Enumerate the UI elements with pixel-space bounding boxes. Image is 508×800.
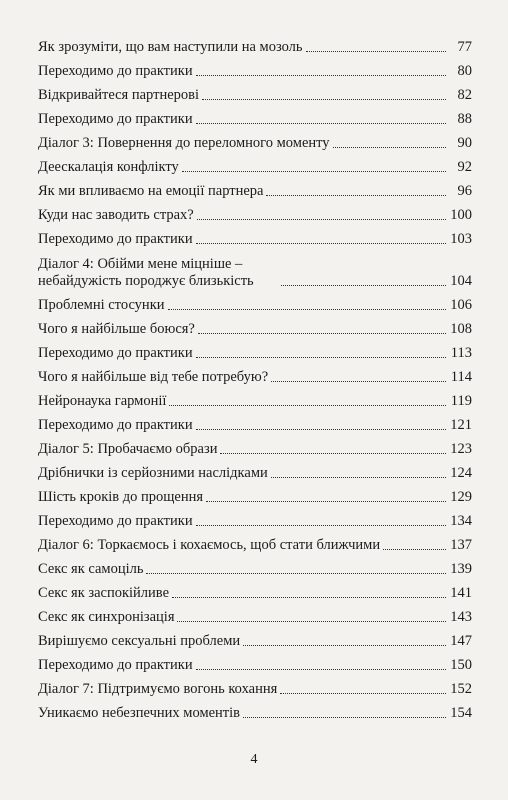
leader-dots bbox=[198, 333, 446, 334]
toc-entry bbox=[38, 554, 472, 578]
toc-entry-page: 129 bbox=[450, 489, 472, 505]
toc-entry bbox=[38, 338, 472, 362]
toc-entry-title: Чого я найбільше від тебе потребую? bbox=[38, 369, 269, 385]
toc-entry-page: 134 bbox=[450, 513, 472, 529]
toc-entry bbox=[38, 32, 472, 56]
leader-dots bbox=[196, 669, 446, 670]
leader-dots bbox=[281, 285, 446, 286]
leader-dots bbox=[220, 453, 446, 454]
toc-entry-page: 88 bbox=[457, 111, 472, 127]
toc-entry bbox=[38, 176, 472, 200]
toc-entry-title: Проблемні стосунки bbox=[38, 297, 165, 313]
toc-entry bbox=[38, 104, 472, 128]
toc-entry-title: Переходимо до практики bbox=[38, 417, 193, 433]
toc-entry-title: Деескалація конфлікту bbox=[38, 159, 179, 175]
toc-entry-page: 123 bbox=[450, 441, 472, 457]
toc-entry-page: 92 bbox=[457, 159, 472, 175]
toc-entry-title: Шість кроків до прощення bbox=[38, 489, 204, 505]
toc-entry-title: Переходимо до практики bbox=[38, 513, 193, 529]
toc-entry-page: 147 bbox=[450, 633, 472, 649]
toc-entry-page: 114 bbox=[450, 369, 472, 385]
toc-entry-page: 137 bbox=[450, 537, 472, 553]
toc-entry-page: 106 bbox=[450, 297, 472, 313]
leader-dots bbox=[271, 477, 446, 478]
toc-entry-title: Переходимо до практики bbox=[38, 345, 193, 361]
toc-entry bbox=[38, 626, 472, 650]
toc-entry-page: 154 bbox=[450, 705, 472, 721]
leader-dots bbox=[206, 501, 446, 502]
toc-entry-page: 104 bbox=[450, 273, 472, 289]
leader-dots bbox=[196, 525, 446, 526]
toc-entry-page: 103 bbox=[450, 231, 472, 247]
toc-entry-title: Чого я найбільше боюся? bbox=[38, 321, 195, 337]
toc-entry-page: 150 bbox=[450, 657, 472, 673]
toc-entry-title: Уникаємо небезпечних моментів bbox=[38, 705, 241, 721]
leader-dots bbox=[383, 549, 446, 550]
toc-entry-title: Переходимо до практики bbox=[38, 111, 193, 127]
toc-entry-page: 96 bbox=[457, 183, 472, 199]
leader-dots bbox=[182, 171, 446, 172]
toc-entry-title: Діалог 7: Підтримуємо вогонь кохання bbox=[38, 681, 278, 697]
toc-entry-page: 80 bbox=[457, 63, 472, 79]
toc-entry-page: 90 bbox=[457, 135, 472, 151]
leader-dots bbox=[333, 147, 446, 148]
toc-entry-title: Відкривайтеся партнерові bbox=[38, 87, 200, 103]
toc-entry-page: 152 bbox=[450, 681, 472, 697]
toc-entry-page: 77 bbox=[457, 39, 472, 55]
toc-entry-title: Діалог 5: Пробачаємо образи bbox=[38, 441, 218, 457]
toc-entry bbox=[38, 362, 472, 386]
toc-entry bbox=[38, 602, 472, 626]
leader-dots bbox=[146, 573, 446, 574]
leader-dots bbox=[172, 597, 446, 598]
page-number: 4 bbox=[250, 752, 258, 767]
leader-dots bbox=[243, 645, 446, 646]
toc-entry bbox=[38, 56, 472, 80]
toc-entry-title: Діалог 4: Обійми мене міцніше – небайдужість породжує близькість bbox=[38, 256, 254, 289]
toc-entry-page: 100 bbox=[450, 207, 472, 223]
leader-dots bbox=[196, 357, 446, 358]
toc-entry-title: Куди нас заводить страх? bbox=[38, 207, 194, 223]
toc-entry-title: Дрібнички із серйозними наслідками bbox=[38, 465, 268, 481]
leader-dots bbox=[177, 621, 446, 622]
leader-dots bbox=[196, 123, 446, 124]
toc-entry bbox=[38, 80, 472, 104]
toc-entry bbox=[38, 698, 472, 722]
toc-entry bbox=[38, 200, 472, 224]
toc-entry bbox=[38, 152, 472, 176]
leader-dots bbox=[280, 693, 446, 694]
leader-dots bbox=[202, 99, 446, 100]
leader-dots bbox=[169, 405, 446, 406]
toc-entry-page: 143 bbox=[450, 609, 472, 625]
leader-dots bbox=[197, 219, 446, 220]
toc-entry-title: Діалог 6: Торкаємось і кохаємось, щоб стати ближчими bbox=[38, 537, 381, 553]
toc-entry bbox=[38, 410, 472, 434]
toc-entry-title: Переходимо до практики bbox=[38, 657, 193, 673]
leader-dots bbox=[271, 381, 446, 382]
toc-entry-page: 108 bbox=[450, 321, 472, 337]
toc-entry bbox=[38, 458, 472, 482]
toc-entry bbox=[38, 434, 472, 458]
toc-entry bbox=[38, 386, 472, 410]
toc-entry bbox=[38, 482, 472, 506]
toc-entry-title: Як зрозуміти, що вам наступили на мозоль bbox=[38, 39, 303, 55]
toc-entry-title: Як ми впливаємо на емоції партнера bbox=[38, 183, 264, 199]
toc-entry bbox=[38, 506, 472, 530]
toc-entry-title: Секс як синхронізація bbox=[38, 609, 175, 625]
leader-dots bbox=[168, 309, 447, 310]
toc-entry-title: Секс як самоціль bbox=[38, 561, 144, 577]
toc-entry bbox=[38, 224, 472, 248]
toc-entry-page: 121 bbox=[450, 417, 472, 433]
toc-entry-title: Діалог 3: Повернення до переломного моменту bbox=[38, 135, 330, 151]
leader-dots bbox=[196, 243, 446, 244]
toc-entry bbox=[38, 578, 472, 602]
toc-entry bbox=[38, 650, 472, 674]
table-of-contents bbox=[38, 32, 472, 722]
toc-entry-title: Вирішуємо сексуальні проблеми bbox=[38, 633, 241, 649]
toc-entry-page: 119 bbox=[450, 393, 472, 409]
leader-dots bbox=[196, 429, 446, 430]
toc-entry-title: Переходимо до практики bbox=[38, 231, 193, 247]
toc-entry bbox=[38, 530, 472, 554]
toc-entry bbox=[38, 128, 472, 152]
leader-dots bbox=[266, 195, 446, 196]
toc-entry-title: Переходимо до практики bbox=[38, 63, 193, 79]
toc-entry-page: 113 bbox=[450, 345, 472, 361]
toc-entry bbox=[38, 674, 472, 698]
toc-entry bbox=[38, 290, 472, 314]
leader-dots bbox=[243, 717, 446, 718]
toc-entry-title: Нейронаука гармонії bbox=[38, 393, 167, 409]
toc-entry-page: 82 bbox=[457, 87, 472, 103]
leader-dots bbox=[196, 75, 446, 76]
toc-entry-title: Секс як заспокійливе bbox=[38, 585, 170, 601]
toc-entry-page: 141 bbox=[450, 585, 472, 601]
toc-entry bbox=[38, 248, 472, 290]
toc-entry-page: 139 bbox=[450, 561, 472, 577]
leader-dots bbox=[306, 51, 447, 52]
toc-entry bbox=[38, 314, 472, 338]
toc-entry-page: 124 bbox=[450, 465, 472, 481]
